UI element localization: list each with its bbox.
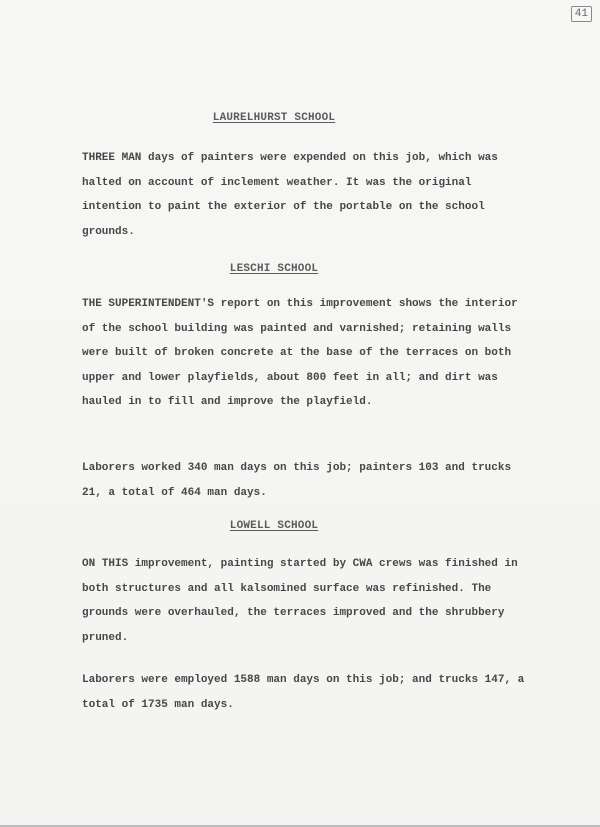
page-number: 41: [571, 6, 592, 22]
paragraph-lowell-2: Laborers were employed 1588 man days on this job; and trucks 147, a total of 1735 man days.: [82, 674, 525, 711]
section-heading-lowell: LOWELL SCHOOL: [229, 520, 319, 532]
paragraph-lowell-1: ON THIS improvement, painting started by CWA crews was finished in both structures and all kalsomined surface was refinished. The grounds were overhauled, the terraces improved and the shrubbery pruned.: [82, 558, 518, 644]
paragraph-leschi-2: Laborers worked 340 man days on this job; painters 103 and trucks 21, a total of 464 man days.: [82, 462, 512, 499]
paragraph-leschi-1: THE SUPERINTENDENT'S report on this improvement shows the interior of the school building was painted and varnished; retaining walls were built of broken concrete at the base of the terraces on both upper and lower playfields, about 800 feet in all; and dirt was hauled in to fill and improve the playfield.: [82, 298, 518, 408]
paragraph-laurelhurst-1: THREE MAN days of painters were expended on this job, which was halted on account of inclement weather. It was the original intention to paint the exterior of the portable on the school grounds.: [82, 152, 498, 238]
section-heading-laurelhurst: LAURELHURST SCHOOL: [212, 112, 336, 124]
section-heading-leschi: LESCHI SCHOOL: [229, 263, 319, 275]
